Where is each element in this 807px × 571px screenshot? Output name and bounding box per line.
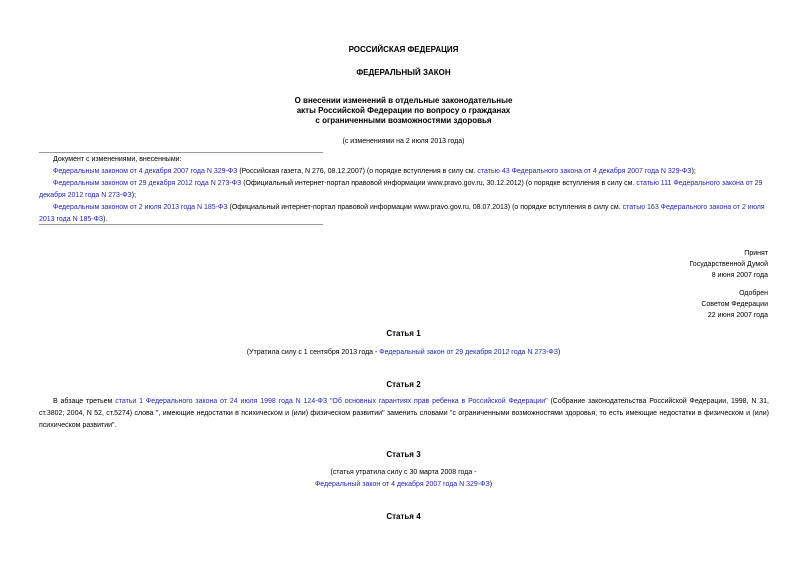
- revision-note: (с изменениями на 2 июля 2013 года): [342, 138, 465, 145]
- article-2-heading: Статья 2: [386, 380, 421, 389]
- article-2-text-rest: (Собрание законодательства Российской Федерации, 1998, N 31, ст.3802; 2004, N 52, ст.5274) слова ", имеющие недостатки в психическом и (или) физическом развитии" заменить словами "с ограниченными возможностями здоровья, то есть имеющие недостатки в физическом и (или) психическом развитии".: [39, 398, 769, 429]
- divider-top: [39, 152, 323, 153]
- article-4-heading: Статья 4: [386, 512, 421, 521]
- divider-bottom: [39, 224, 323, 225]
- article-1-prefix: (Утратила силу с 1 сентября 2013 года -: [246, 349, 380, 356]
- change-item: [39, 166, 769, 178]
- article-2-link[interactable]: статьи 1 Федерального закона от 24 июля 1998 года N 124-ФЗ "Об основных гарантиях прав ребенка в Российской Федерации": [115, 398, 548, 405]
- doc-type-heading: ФЕДЕРАЛЬНЫЙ ЗАКОН: [356, 68, 451, 77]
- article-1-suffix: ): [557, 349, 561, 356]
- adopted-line: Государственной Думой: [689, 261, 768, 268]
- article-3-link-line: [0, 479, 807, 491]
- title-line: с ограниченными возможностями здоровья: [315, 116, 492, 125]
- article-link[interactable]: статью 163 Федерального закона от 2 июля 2013 года N 185-ФЗ: [39, 204, 765, 223]
- article-3-line: (статья утратила силу с 30 марта 2008 года -: [330, 469, 477, 476]
- approved-block: [701, 288, 768, 321]
- article-1-link[interactable]: Федеральный закон от 29 декабря 2012 года N 273-ФЗ: [379, 349, 558, 356]
- title-line: О внесении изменений в отдельные законодательные: [294, 96, 513, 105]
- article-3-link[interactable]: Федеральный закон от 4 декабря 2007 года N 329-ФЗ: [314, 481, 490, 488]
- change-tail: );: [131, 192, 137, 199]
- title-line: акты Российской Федерации по вопросу о гражданах: [296, 106, 511, 115]
- approved-line: Одобрен: [739, 290, 768, 297]
- change-text: (Официальный интернет-портал правовой информации www.pravo.gov.ru, 08.07.2013) (о порядке вступления в силу см.: [227, 204, 623, 211]
- adopted-block: [689, 248, 768, 281]
- article-2-paragraph: [39, 396, 769, 432]
- adopted-line: 8 июня 2007 года: [711, 272, 768, 279]
- change-tail: );: [691, 168, 696, 175]
- article-1-heading: Статья 1: [386, 329, 421, 338]
- change-item: [39, 202, 769, 226]
- article-3-text: [0, 467, 807, 491]
- article-1-text: [0, 347, 807, 359]
- adopted-line: Принят: [744, 250, 768, 257]
- amending-law-link[interactable]: Федеральным законом от 4 декабря 2007 года N 329-ФЗ: [53, 168, 238, 175]
- changes-block: [39, 154, 769, 226]
- amending-law-link[interactable]: Федеральным законом от 2 июля 2013 года N 185-ФЗ: [53, 204, 228, 211]
- article-3-suffix: ): [489, 481, 493, 488]
- change-text: (Российская газета, N 276, 08.12.2007) (о порядке вступления в силу см.: [237, 168, 478, 175]
- change-text: (Официальный интернет-портал правовой информации www.pravo.gov.ru, 30.12.2012) (о порядке вступления в силу см.: [241, 180, 637, 187]
- change-tail: ).: [103, 216, 108, 223]
- article-link[interactable]: статью 43 Федерального закона от 4 декабря 2007 года N 329-ФЗ: [477, 168, 692, 175]
- approved-line: 22 июня 2007 года: [707, 312, 768, 319]
- change-item: [39, 178, 769, 202]
- article-2-text-start: В абзаце третьем: [53, 398, 116, 405]
- country-heading: РОССИЙСКАЯ ФЕДЕРАЦИЯ: [348, 45, 459, 54]
- document-title: [0, 96, 807, 126]
- amending-law-link[interactable]: Федеральным законом от 29 декабря 2012 года N 273-ФЗ: [53, 180, 242, 187]
- changes-intro: Документ с изменениями, внесенными:: [53, 156, 182, 163]
- article-3-heading: Статья 3: [386, 450, 421, 459]
- approved-line: Советом Федерации: [701, 301, 768, 308]
- article-link[interactable]: статью 111 Федерального закона от 29 декабря 2012 года N 273-ФЗ: [39, 180, 763, 199]
